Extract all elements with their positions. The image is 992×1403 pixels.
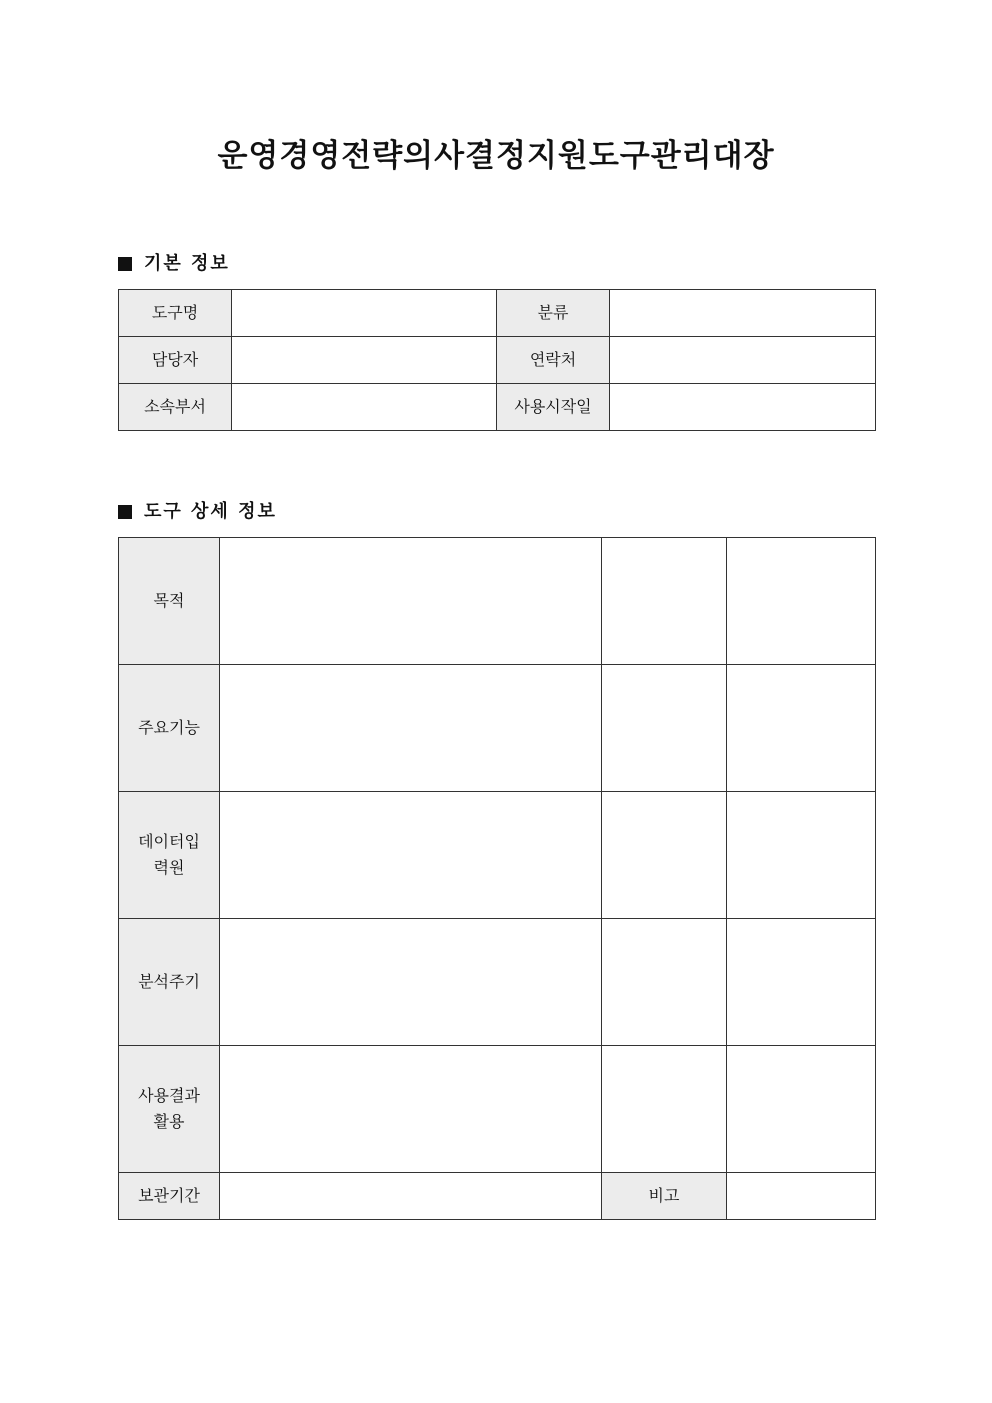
data-source-label: 데이터입력원: [119, 792, 220, 919]
analysis-cycle-field[interactable]: [220, 919, 602, 1046]
manager-field[interactable]: [232, 337, 497, 384]
table-row: [119, 919, 876, 1046]
table-row: [119, 538, 876, 665]
table-row: [119, 290, 876, 337]
table-row: [119, 337, 876, 384]
result-usage-label: 사용결과활용: [119, 1046, 220, 1173]
purpose-extra-field-2[interactable]: [727, 538, 876, 665]
retention-period-field[interactable]: [220, 1173, 602, 1220]
table-row: [119, 1046, 876, 1173]
contact-label: 연락처: [497, 337, 610, 384]
purpose-field[interactable]: [220, 538, 602, 665]
basic-info-heading: [118, 252, 230, 276]
start-date-label: 사용시작일: [497, 384, 610, 431]
table-row: [119, 792, 876, 919]
analysis-cycle-label: 분석주기: [119, 919, 220, 1046]
category-field[interactable]: [610, 290, 876, 337]
purpose-extra-field-1[interactable]: [602, 538, 727, 665]
document-title: 운영경영전략의사결정지원도구관리대장: [217, 138, 775, 174]
tool-name-field[interactable]: [232, 290, 497, 337]
analysis-cycle-extra-field-1[interactable]: [602, 919, 727, 1046]
department-field[interactable]: [232, 384, 497, 431]
department-label: 소속부서: [119, 384, 232, 431]
manager-label: 담당자: [119, 337, 232, 384]
square-bullet-icon: [118, 257, 132, 271]
table-row: [119, 1173, 876, 1220]
retention-period-label: 보관기간: [119, 1173, 220, 1220]
result-usage-field[interactable]: [220, 1046, 602, 1173]
table-row: [119, 384, 876, 431]
purpose-label: 목적: [119, 538, 220, 665]
table-row: [119, 665, 876, 792]
basic-info-table: [118, 289, 876, 431]
main-functions-label: 주요기능: [119, 665, 220, 792]
data-source-extra-field-1[interactable]: [602, 792, 727, 919]
basic-info-heading-text: 기본 정보: [144, 253, 230, 274]
result-usage-extra-field-2[interactable]: [727, 1046, 876, 1173]
main-functions-extra-field-2[interactable]: [727, 665, 876, 792]
data-source-extra-field-2[interactable]: [727, 792, 876, 919]
remarks-field[interactable]: [727, 1173, 876, 1220]
main-functions-extra-field-1[interactable]: [602, 665, 727, 792]
square-bullet-icon: [118, 505, 132, 519]
result-usage-extra-field-1[interactable]: [602, 1046, 727, 1173]
data-source-field[interactable]: [220, 792, 602, 919]
tool-name-label: 도구명: [119, 290, 232, 337]
remarks-label: 비고: [602, 1173, 727, 1220]
detail-info-heading-text: 도구 상세 정보: [144, 501, 277, 522]
detail-info-heading: [118, 500, 277, 524]
detail-info-table: [118, 537, 876, 1220]
contact-field[interactable]: [610, 337, 876, 384]
start-date-field[interactable]: [610, 384, 876, 431]
category-label: 분류: [497, 290, 610, 337]
main-functions-field[interactable]: [220, 665, 602, 792]
analysis-cycle-extra-field-2[interactable]: [727, 919, 876, 1046]
